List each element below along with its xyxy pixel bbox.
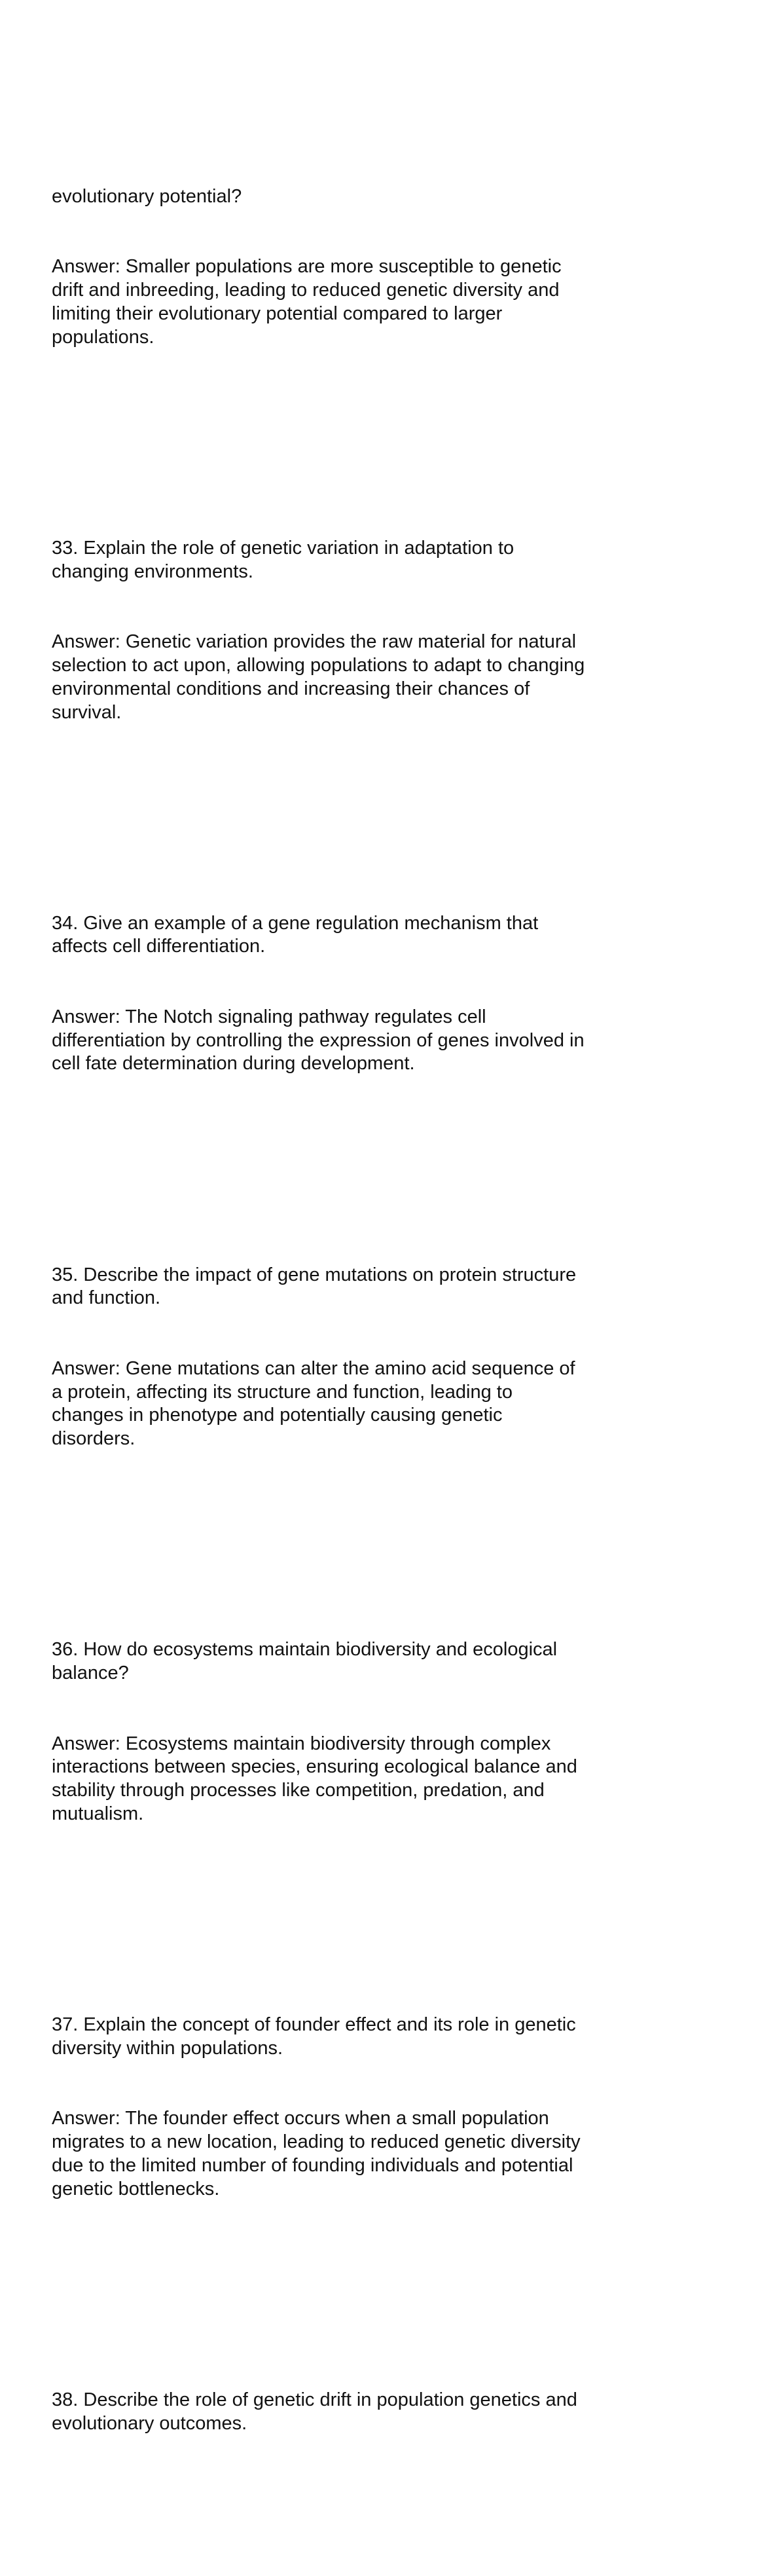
qa-item-32-continued [52, 138, 641, 396]
question-text: evolutionary potential? [52, 185, 242, 207]
qa-item-34 [52, 865, 641, 1123]
answer-text: Answer: The founder effect occurs when a small population migrates to a new location, leading to reduced genetic diversity due to the limited number of founding individuals and potential genetic bottlenecks. [52, 2108, 581, 2199]
document-body [52, 68, 641, 2576]
qa-item-33 [52, 490, 641, 771]
question-text: 37. Explain the concept of founder effect and its role in genetic diversity within populations. [52, 2014, 576, 2059]
qa-item-35 [52, 1217, 641, 1498]
answer-text: Answer: Gene mutations can alter the amino acid sequence of a protein, affecting its structure and function, leading to changes in phenotype and potentially causing genetic disorders. [52, 1357, 575, 1450]
answer-text: Answer: Genetic variation provides the raw material for natural selection to act upon, allowing populations to adapt to changing environmental conditions and increasing their chances of survival. [52, 631, 585, 723]
question-text: 34. Give an example of a gene regulation mechanism that affects cell differentiation. [52, 912, 539, 957]
question-text: 35. Describe the impact of gene mutations on protein structure and function. [52, 1264, 577, 1309]
question-text: 33. Explain the role of genetic variation in adaptation to changing environments. [52, 537, 514, 582]
qa-item-37 [52, 1967, 641, 2249]
answer-text: Answer: Ecosystems maintain biodiversity through complex interactions between species, ensuring ecological balance and stability through processes like competition, predation, and mutualism. [52, 1733, 577, 1824]
qa-item-38 [52, 2342, 641, 2482]
question-text: 38. Describe the role of genetic drift in population genetics and evolutionary outcomes. [52, 2389, 577, 2434]
qa-item-36 [52, 1592, 641, 1873]
answer-text: Answer: The Notch signaling pathway regulates cell differentiation by controlling the expression of genes involved in cell fate determination during development. [52, 1006, 585, 1075]
question-text: 36. How do ecosystems maintain biodiversity and ecological balance? [52, 1639, 558, 1684]
answer-text: Answer: Smaller populations are more susceptible to genetic drift and inbreeding, leading to reduced genetic diversity and limiting their evolutionary potential compared to larger populations. [52, 256, 562, 348]
